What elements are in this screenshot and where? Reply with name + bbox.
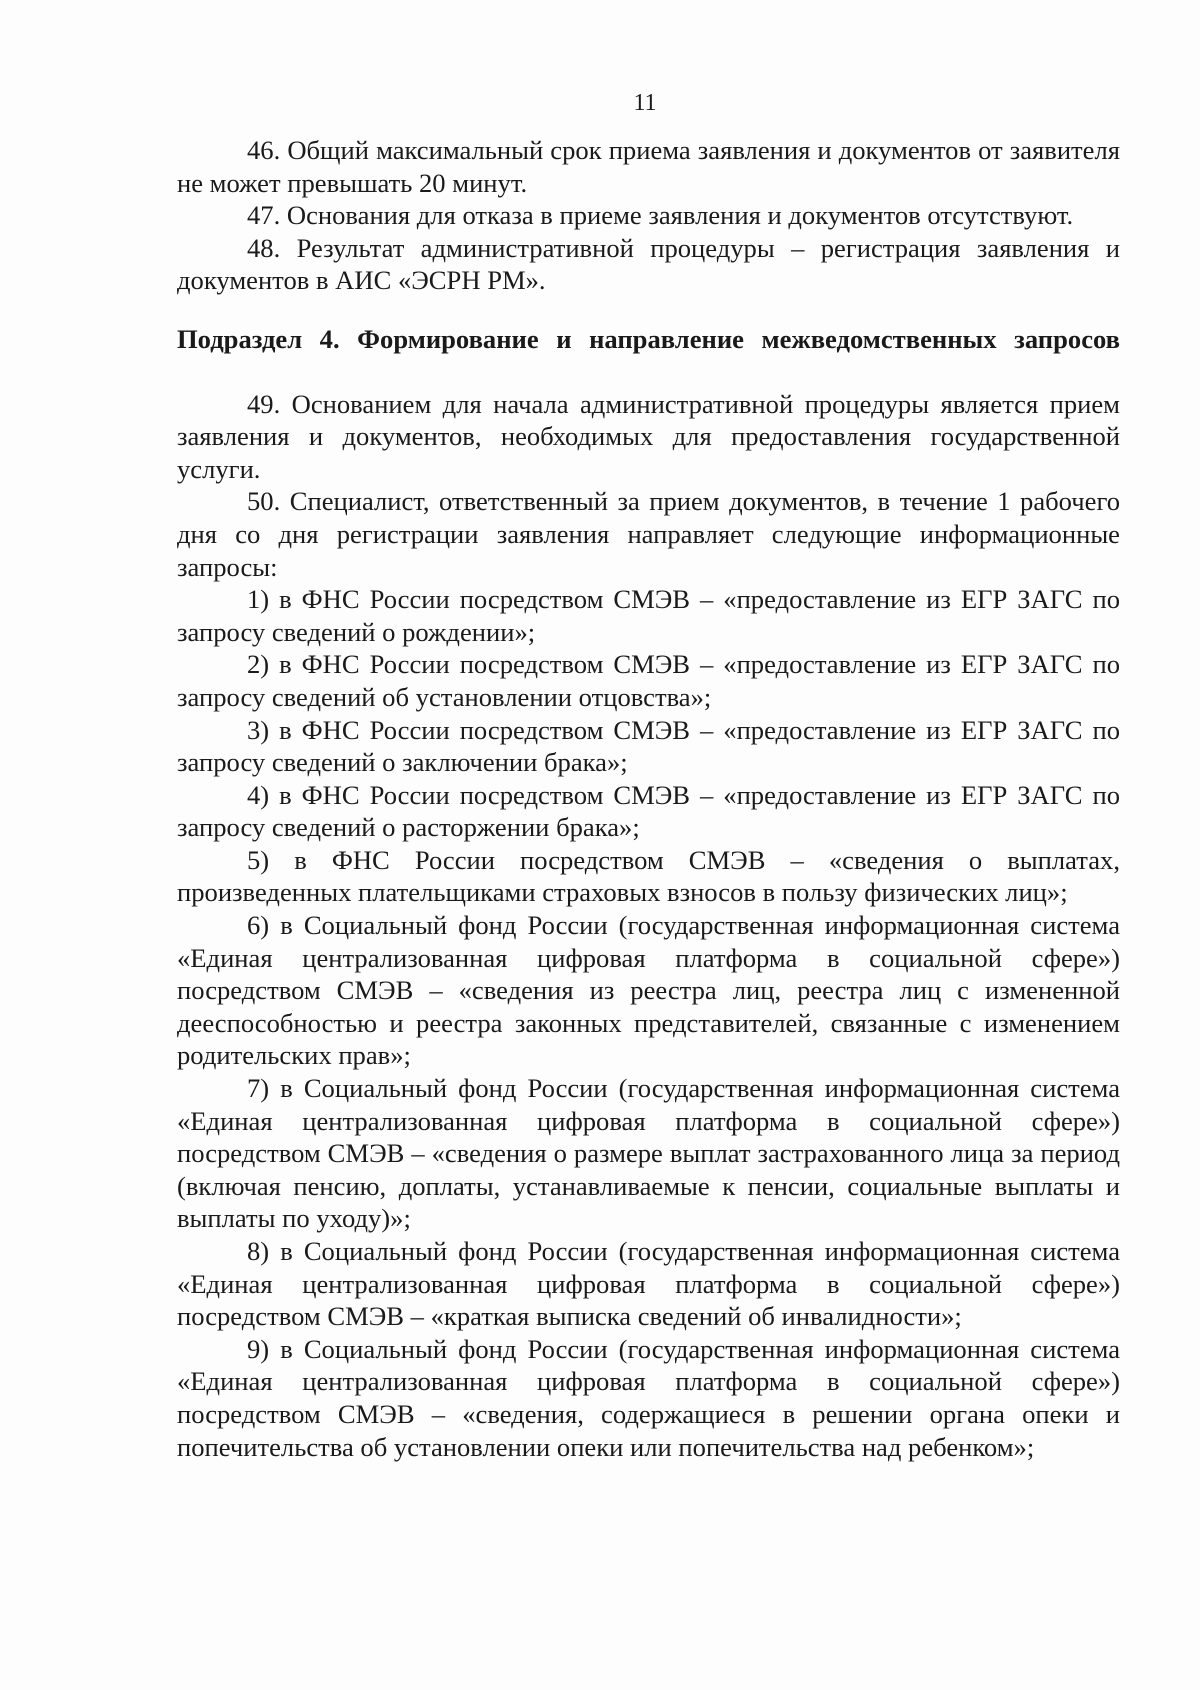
- list-item-2: 2) в ФНС России посредством СМЭВ – «предоставление из ЕГР ЗАГС по запросу сведений об установлении отцовства»;: [177, 649, 1120, 712]
- page-number: 11: [633, 90, 657, 116]
- paragraph-47: 47. Основания для отказа в приеме заявления и документов отсутствуют.: [247, 200, 1074, 231]
- list-item-4: 4) в ФНС России посредством СМЭВ – «предоставление из ЕГР ЗАГС по запросу сведений о расторжении брака»;: [177, 779, 1120, 843]
- paragraph-46: 46. Общий максимальный срок приема заявления и документов от заявителя не может превышать 20 минут.: [177, 135, 1120, 198]
- paragraph-48: 48. Результат административной процедуры – регистрация заявления и документов в АИС «ЭСРН РМ».: [177, 232, 1120, 296]
- list-item-6: 6) в Социальный фонд России (государственная информационная система «Единая централизованная цифровая платформа в социальной сфере») посредством СМЭВ – «сведения из реестра лиц, реестра лиц с измененной дееспособностью и реестра законных представителей, связанные с изменением родительских прав»;: [177, 910, 1120, 1071]
- list-item-5: 5) в ФНС России посредством СМЭВ – «сведения о выплатах, произведенных плательщиками страховых взносов в пользу физических лиц»;: [177, 844, 1120, 908]
- paragraph-49: 49. Основанием для начала административной процедуры является прием заявления и документов, необходимых для предоставления государственной услуги.: [177, 388, 1120, 484]
- list-item-3: 3) в ФНС России посредством СМЭВ – «предоставление из ЕГР ЗАГС по запросу сведений о заключении брака»;: [177, 714, 1120, 778]
- list-item-1: 1) в ФНС России посредством СМЭВ – «предоставление из ЕГР ЗАГС по запросу сведений о рождении»;: [177, 584, 1120, 647]
- list-item-8: 8) в Социальный фонд России (государственная информационная система «Единая централизованная цифровая платформа в социальной сфере») посредством СМЭВ – «краткая выписка сведений об инвалидности»;: [177, 1236, 1120, 1332]
- section-heading: Подраздел 4. Формирование и направление межведомственных запросов: [177, 323, 1120, 354]
- document-body: [177, 134, 1120, 1463]
- list-item-7: 7) в Социальный фонд России (государственная информационная система «Единая централизованная цифровая платформа в социальной сфере») посредством СМЭВ – «сведения о размере выплат застрахованного лица за период (включая пенсию, доплаты, устанавливаемые к пенсии, социальные выплаты и выплаты по уходу)»;: [177, 1073, 1120, 1234]
- list-item-9: 9) в Социальный фонд России (государственная информационная система «Единая централизованная цифровая платформа в социальной сфере») посредством СМЭВ – «сведения, содержащиеся в решении органа опеки и попечительства об установлении опеки или попечительства над ребенком»;: [177, 1333, 1120, 1462]
- paragraph-50: 50. Специалист, ответственный за прием документов, в течение 1 рабочего дня со дня регистрации заявления направляет следующие информационные запросы:: [177, 486, 1120, 582]
